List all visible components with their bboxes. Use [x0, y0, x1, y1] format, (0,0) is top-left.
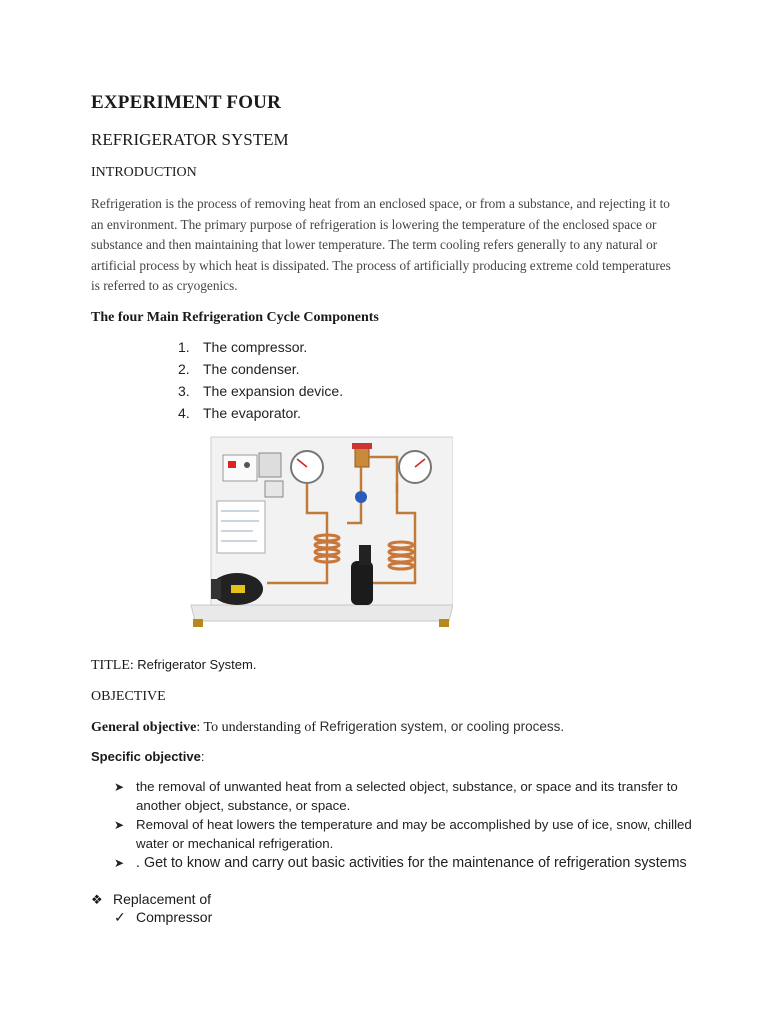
arrow-bullet-icon: ➤: [114, 780, 125, 794]
components-list: [178, 336, 343, 424]
replacement-item: ✓ Compressor: [114, 909, 213, 925]
introduction-heading: INTRODUCTION: [91, 165, 197, 180]
diamond-bullet-icon: ❖: [91, 892, 103, 907]
list-item: 3. The expansion device.: [178, 383, 344, 399]
list-item: ➤ Removal of heat lowers the temperature and may be accomplished by use of ice, snow, chilled water or mechanical refrigeration.: [114, 817, 692, 851]
list-item: ➤ the removal of unwanted heat from a selected object, substance, or space and its transfer to another object, substance, or space.: [114, 779, 678, 813]
title-value: Refrigerator System.: [137, 657, 257, 672]
list-item: ➤ . Get to know and carry out basic activities for the maintenance of refrigeration systems: [114, 855, 687, 871]
specific-objective-heading: Specific objective:: [91, 749, 205, 764]
system-subheading: REFRIGERATOR SYSTEM: [91, 130, 289, 149]
checkmark-icon: ✓: [114, 909, 126, 925]
replacement-line: ❖ Replacement of: [91, 891, 212, 907]
experiment-heading: EXPERIMENT FOUR: [91, 92, 282, 113]
general-objective-label: General objective: [91, 720, 197, 735]
list-item: 2. The condenser.: [178, 361, 300, 377]
general-objective: General objective: To understanding of Refrigeration system, or cooling process.: [91, 719, 565, 735]
specific-objectives-list: [114, 778, 694, 874]
title-label: TITLE:: [91, 658, 134, 673]
arrow-bullet-icon: ➤: [114, 856, 125, 870]
objective-heading: OBJECTIVE: [91, 689, 166, 704]
title-line: [91, 657, 256, 674]
list-item: 1. The compressor.: [178, 339, 308, 355]
arrow-bullet-icon: ➤: [114, 818, 125, 832]
refrigeration-trainer-image: [187, 433, 453, 629]
list-item: 4. The evaporator.: [178, 405, 302, 421]
introduction-paragraph: Refrigeration is the process of removing heat from an enclosed space, or from a substance, and rejecting it to an environment. The primary purpose of refrigeration is lowering the temperature of the enclosed space or substance and then maintaining that lower temperature. The term cooling refers generally to any natural or artificial process by which heat is dissipated. The process of artificially producing extreme cold temperatures is referred to as cryogenics.: [91, 196, 671, 294]
general-objective-text: Refrigeration system, or cooling process.: [319, 719, 565, 734]
components-heading: The four Main Refrigeration Cycle Components: [91, 310, 379, 325]
